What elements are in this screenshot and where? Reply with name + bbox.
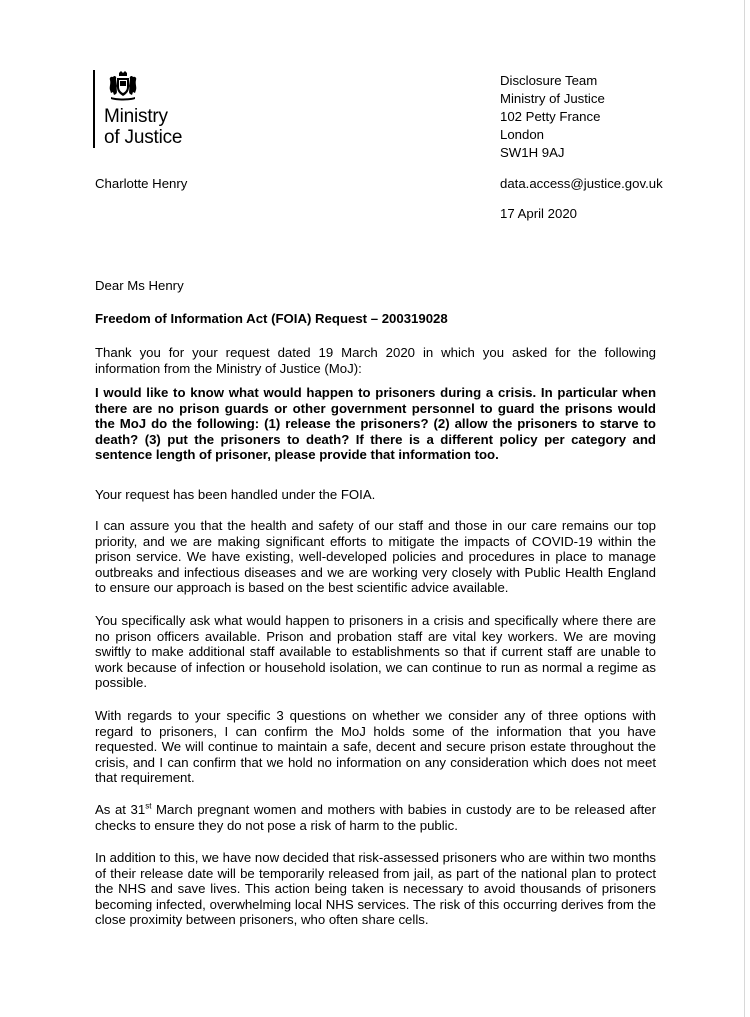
logo-line-2: of Justice xyxy=(104,127,183,148)
paragraph-assurance: I can assure you that the health and safety of our staff and those in our care remains our top priority, and we are making significant efforts to mitigate the impacts of COVID-19 within the prison service. We have existing, well-developed policies and procedures in place to manage outbreaks and infectious diseases and we are working very closely with Public Health England to ensure our approach is based on the best scientific advice available. xyxy=(95,518,656,596)
moj-logo xyxy=(93,70,203,150)
paragraph-release-end: March pregnant women and mothers with babies in custody are to be released after checks to ensure they do not pose a risk of harm to the public. xyxy=(95,802,656,833)
letter-date: 17 April 2020 xyxy=(500,206,577,221)
paragraph-release xyxy=(95,802,656,833)
paragraph-questions: With regards to your specific 3 questions on whether we consider any of three options with regard to prisoners, I can confirm the MoJ holds some of the information that you have requested. We will continue to maintain a safe, decent and secure prison estate throughout the crisis, and I can confirm that we hold no information on any consideration which does not meet that requirement. xyxy=(95,708,656,786)
address-line: SW1H 9AJ xyxy=(500,145,565,160)
salutation: Dear Ms Henry xyxy=(95,278,184,293)
address-line: 102 Petty France xyxy=(500,109,601,124)
address-line: Disclosure Team xyxy=(500,73,598,88)
paragraph-release-start: As at 31 xyxy=(95,802,146,817)
logo-line-1: Ministry xyxy=(104,106,168,127)
paragraph-temporary-release: In addition to this, we have now decided that risk-assessed prisoners who are within two months of their release date will be temporarily released from jail, as part of the national plan to protect the NHS and save lives. This action being taken is necessary to avoid thousands of prisoners becoming infected, overwhelming local NHS services. The risk of this occurring derives from the close proximity between prisoners, who often share cells. xyxy=(95,850,656,928)
paragraph-handled: Your request has been handled under the FOIA. xyxy=(95,487,376,502)
paragraph-crisis: You specifically ask what would happen to prisoners in a crisis and specifically where there are no prison officers available. Prison and probation staff are vital key workers. We are moving swiftly to make additional staff available to establishments so that if current staff are unable to work because of infection or household isolation, we can continue to run as normal a regime as possible. xyxy=(95,613,656,691)
contact-email: data.access@justice.gov.uk xyxy=(500,176,663,191)
logo-wordmark xyxy=(104,106,182,148)
ordinal-suffix: st xyxy=(145,801,152,811)
address-line: London xyxy=(500,127,545,142)
sender-address xyxy=(500,72,605,162)
recipient-name: Charlotte Henry xyxy=(95,176,188,191)
letter-subject: Freedom of Information Act (FOIA) Request – 200319028 xyxy=(95,311,448,326)
address-line: Ministry of Justice xyxy=(500,91,605,106)
royal-coat-of-arms-icon xyxy=(106,70,140,102)
page-edge xyxy=(744,0,745,1017)
logo-bar xyxy=(93,70,95,148)
request-quote: I would like to know what would happen to prisoners during a crisis. In particular when there are no prison guards or other government personnel to guard the prisons would the MoJ do the following: (1) release the prisoners? (2) allow the prisoners to starve to death? (3) put the prisoners to death? If there is a different policy per category and sentence length of prisoner, please provide that information too. xyxy=(95,385,656,463)
paragraph-intro: Thank you for your request dated 19 March 2020 in which you asked for the following information from the Ministry of Justice (MoJ): xyxy=(95,345,656,376)
